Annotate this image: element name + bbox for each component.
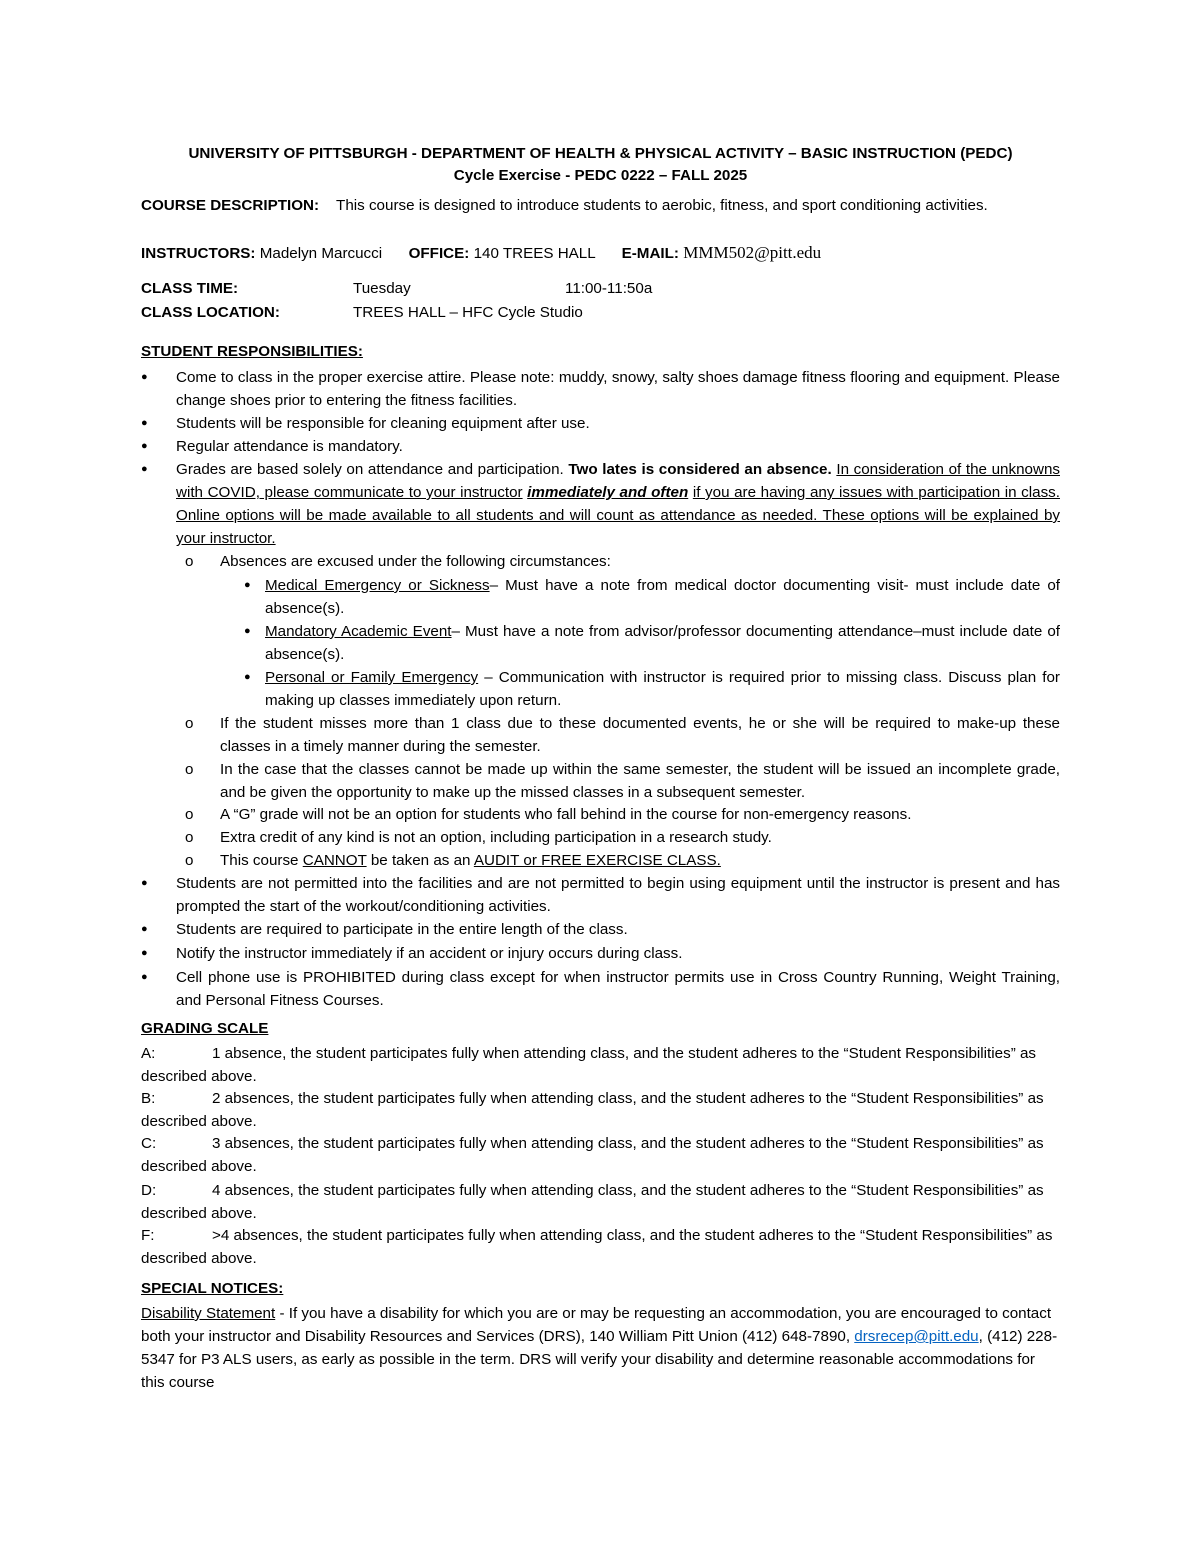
list-item: ● Students are required to participate in the entire length of the class. bbox=[141, 918, 1060, 941]
responsibilities-heading: STUDENT RESPONSIBILITIES: bbox=[141, 343, 363, 360]
course-description bbox=[141, 197, 988, 214]
list-item: ● Personal or Family Emergency – Communication with instructor is required prior to missing class. Discuss plan for making up classes immediately upon return. bbox=[244, 666, 1060, 712]
page-title: UNIVERSITY OF PITTSBURGH - DEPARTMENT OF HEALTH & PHYSICAL ACTIVITY – BASIC INSTRUCTION (PEDC) bbox=[188, 145, 1013, 162]
class-time bbox=[141, 280, 652, 297]
drs-email-link[interactable]: drsrecep@pitt.edu bbox=[854, 1328, 979, 1345]
list-item: ● Regular attendance is mandatory. bbox=[141, 435, 1060, 458]
grade-row: C: 3 absences, the student participates fully when attending class, and the student adheres to the “Student Responsibilities” as described above. bbox=[141, 1135, 1044, 1175]
disability-label: Disability Statement bbox=[141, 1305, 276, 1322]
class-time-day: Tuesday bbox=[353, 280, 411, 297]
list-item: ● Grades are based solely on attendance and participation. Two lates is considered an absence. In consideration of the unknowns with COVID, please communicate to your instructor immediately and often if you are having any issues with participation in class. Online options will be made available to all students and will count as attendance as needed. These options will be explained by your instructor. bbox=[141, 458, 1060, 550]
bullet-icon: ● bbox=[141, 971, 148, 983]
instructor-info bbox=[141, 243, 821, 263]
office-value: 140 TREES HALL bbox=[473, 245, 596, 262]
sub-bullet-icon: o bbox=[185, 806, 194, 823]
bullet-icon: ● bbox=[141, 417, 148, 429]
disability-statement: Disability Statement - If you have a disability for which you are or may be requesting an accommodation, you are encouraged to contact both your instructor and Disability Resources and Services (DRS), 140 William Pitt Union (412) 648-7890, drsrecep@pitt.edu, (412) 228-5347 for P3 ALS users, as early as possible in the term. DRS will verify your disability and determine reasonable accommodations for this course bbox=[141, 1305, 1058, 1391]
email-value[interactable]: MMM502@pitt.edu bbox=[683, 243, 822, 262]
class-time-label: CLASS TIME: bbox=[141, 280, 239, 297]
list-item: ● Students are not permitted into the facilities and are not permitted to begin using equipment until the instructor is present and has prompted the start of the workout/conditioning activities. bbox=[141, 872, 1060, 918]
sub-bullet-icon: o bbox=[185, 715, 194, 732]
class-time-hours: 11:00-11:50a bbox=[565, 280, 653, 297]
sub-bullet-icon: o bbox=[185, 852, 194, 869]
bullet-icon: ● bbox=[244, 579, 251, 591]
grade-row: D: 4 absences, the student participates fully when attending class, and the student adheres to the “Student Responsibilities” as described above. bbox=[141, 1182, 1044, 1222]
bullet-icon: ● bbox=[244, 671, 251, 683]
instructors-label: INSTRUCTORS: bbox=[141, 245, 256, 262]
list-item: o This course CANNOT be taken as an AUDIT or FREE EXERCISE CLASS. bbox=[185, 849, 1060, 872]
list-item: ● Students will be responsible for cleaning equipment after use. bbox=[141, 412, 1060, 435]
list-item: o If the student misses more than 1 class due to these documented events, he or she will be required to make-up these classes in a timely manner during the semester. bbox=[185, 712, 1060, 758]
class-location-value: TREES HALL – HFC Cycle Studio bbox=[353, 304, 583, 321]
list-item: ● Notify the instructor immediately if an accident or injury occurs during class. bbox=[141, 942, 1060, 965]
course-description-text: This course is designed to introduce students to aerobic, fitness, and sport conditioning activities. bbox=[336, 197, 988, 214]
course-description-label: COURSE DESCRIPTION: bbox=[141, 197, 320, 214]
list-item: ● Mandatory Academic Event– Must have a note from advisor/professor documenting attendance–must include date of absence(s). bbox=[244, 620, 1060, 666]
email-label: E-MAIL: bbox=[621, 245, 679, 262]
special-notices-heading: SPECIAL NOTICES: bbox=[141, 1280, 284, 1297]
list-item: ● Medical Emergency or Sickness– Must have a note from medical doctor documenting visit- must include date of absence(s). bbox=[244, 574, 1060, 620]
office-label: OFFICE: bbox=[408, 245, 470, 262]
list-item: o In the case that the classes cannot be made up within the same semester, the student will be issued an incomplete grade, and be given the opportunity to make up the missed classes in a subsequent semester. bbox=[185, 758, 1060, 804]
class-location-label: CLASS LOCATION: bbox=[141, 304, 280, 321]
grade-row: B: 2 absences, the student participates fully when attending class, and the student adheres to the “Student Responsibilities” as described above. bbox=[141, 1090, 1044, 1130]
list-item: o Extra credit of any kind is not an option, including participation in a research study. bbox=[185, 826, 1060, 849]
bullet-icon: ● bbox=[141, 923, 148, 935]
instructors-value: Madelyn Marcucci bbox=[259, 245, 383, 262]
list-item: o A “G” grade will not be an option for students who fall behind in the course for non-emergency reasons. bbox=[185, 803, 1060, 826]
class-location bbox=[141, 304, 583, 321]
course-subtitle: Cycle Exercise - PEDC 0222 – FALL 2025 bbox=[453, 167, 748, 184]
sub-bullet-icon: o bbox=[185, 761, 194, 778]
list-item: ● Cell phone use is PROHIBITED during class except for when instructor permits use in Cross Country Running, Weight Training, and Personal Fitness Courses. bbox=[141, 966, 1060, 1012]
sub-bullet-icon: o bbox=[185, 553, 194, 570]
list-item: ● Come to class in the proper exercise attire. Please note: muddy, snowy, salty shoes damage fitness flooring and equipment. Please change shoes prior to entering the fitness facilities. bbox=[141, 366, 1060, 412]
grading-heading: GRADING SCALE bbox=[141, 1020, 269, 1037]
bullet-icon: ● bbox=[244, 625, 251, 637]
sub-bullet-icon: o bbox=[185, 829, 194, 846]
bullet-icon: ● bbox=[141, 877, 148, 889]
bullet-icon: ● bbox=[141, 371, 148, 383]
grade-row: F: >4 absences, the student participates fully when attending class, and the student adheres to the “Student Responsibilities” as described above. bbox=[141, 1227, 1053, 1267]
bullet-icon: ● bbox=[141, 463, 148, 475]
bullet-icon: ● bbox=[141, 440, 148, 452]
list-item: o Absences are excused under the following circumstances: bbox=[185, 550, 1060, 573]
grade-row: A: 1 absence, the student participates fully when attending class, and the student adheres to the “Student Responsibilities” as described above. bbox=[141, 1045, 1037, 1085]
bullet-icon: ● bbox=[141, 947, 148, 959]
